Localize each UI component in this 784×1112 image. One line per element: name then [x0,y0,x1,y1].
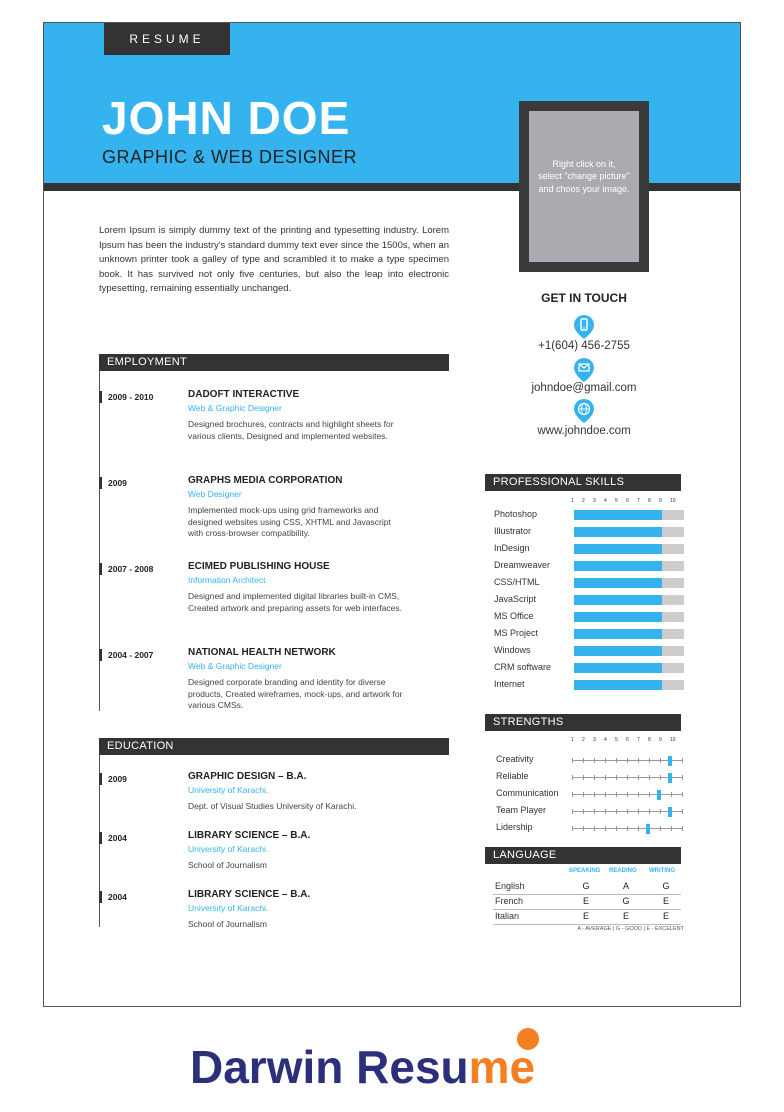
entry-subtitle: Web & Graphic Designer [188,403,282,413]
entry-date: 2009 [108,774,127,784]
timeline-marker [99,832,102,844]
skill-label: Internet [494,679,525,689]
strengths-scale-number: 1 [571,737,574,743]
strength-tick [649,809,650,814]
strength-tick [616,792,617,797]
timeline-marker [99,563,102,575]
skill-label: Dreamweaver [494,560,551,570]
entry-title: DADOFT INTERACTIVE [188,389,300,400]
strength-tick [649,792,650,797]
skill-label: JavaScript [494,594,537,604]
strength-tick [627,758,628,763]
skills-scale-number: 9 [659,498,662,504]
language-level: E [662,896,669,906]
entry-title: GRAPHIC DESIGN – B.A. [188,771,307,782]
language-level: E [622,911,629,921]
strength-label: Team Player [496,805,547,815]
strength-tick [682,775,683,780]
strength-tick [682,809,683,814]
strengths-scale-number: 6 [626,737,629,743]
strength-tick [572,826,573,831]
entry-date: 2004 [108,892,127,902]
strength-tick [605,775,606,780]
photo-frame [519,101,649,272]
strength-tick [605,809,606,814]
resume-tag: RESUME [104,23,230,55]
strength-tick [616,758,617,763]
strengths-scale-number: 5 [615,737,618,743]
strength-tick [627,792,628,797]
strengths-scale-number: 9 [659,737,662,743]
skill-bar-fill [574,510,662,520]
strength-tick [682,758,683,763]
skill-label: Illustrator [494,526,532,536]
strength-tick [572,775,573,780]
strength-tick [627,826,628,831]
strengths-scale-number: 7 [637,737,640,743]
entry-body [188,771,403,813]
skills-scale-number: 2 [582,498,585,504]
entry-title: LIBRARY SCIENCE – B.A. [188,889,311,900]
strength-tick [616,809,617,814]
skills-scale-number: 4 [604,498,607,504]
education-heading: EDUCATION [99,738,449,755]
entry-date: 2004 - 2007 [108,650,154,660]
brand-logo [190,1040,535,1094]
entry-description: Dept. of Visual Studies University of Karachi. [188,801,357,811]
skill-bar [574,544,684,554]
skill-bar-fill [574,663,662,673]
strengths-scale-number: 3 [593,737,596,743]
strength-tick [638,809,639,814]
strength-tick [572,809,573,814]
skills-scale-number: 8 [648,498,651,504]
strength-tick [660,809,661,814]
skill-bar-fill [574,544,662,554]
strength-tick [583,826,584,831]
resume-page [43,22,741,1007]
entry-subtitle: University of Karachi. [188,903,269,913]
skills-heading: PROFESSIONAL SKILLS [485,474,681,491]
strength-tick [605,826,606,831]
entry-title: GRAPHS MEDIA CORPORATION [188,475,343,486]
strength-tick [616,775,617,780]
strengths-scale-number: 4 [604,737,607,743]
skill-bar-fill [574,595,662,605]
skill-bar-fill [574,612,662,622]
skill-label: MS Project [494,628,539,638]
strength-tick [671,826,672,831]
phone-icon [574,315,594,339]
skill-bar-fill [574,680,662,690]
strength-tick [583,809,584,814]
skills-scale-number: 3 [593,498,596,504]
timeline-marker [99,773,102,785]
strength-label: Communication [496,788,559,798]
strength-level [657,790,661,800]
strength-level [668,773,672,783]
language-name: English [495,881,525,891]
skill-bar [574,595,684,605]
brand-main: Darwin Resu [190,1041,469,1093]
skill-bar [574,510,684,520]
skill-label: CSS/HTML [494,577,540,587]
language-level: G [662,881,670,891]
strength-tick [605,792,606,797]
strength-tick [660,826,661,831]
strength-label: Lidership [496,822,533,832]
strength-tick [671,792,672,797]
skill-bar [574,578,684,588]
entry-title: ECIMED PUBLISHING HOUSE [188,561,330,572]
language-heading: LANGUAGE [485,847,681,864]
skill-label: Windows [494,645,531,655]
entry-description: Designed and implemented digital libraries built-in CMS, Created artwork and preparing assets for web interfaces. [188,591,403,613]
entry-subtitle: Web Designer [188,489,242,499]
language-column-header: READING [609,868,637,874]
entry-description: Designed corporate branding and identity for diverse products, Created wireframes, mock-ups, and artwork for various CMSs. [188,677,403,710]
language-column-header: WRITING [649,868,675,874]
strength-tick [649,775,650,780]
timeline-marker [99,477,102,489]
entry-subtitle: University of Karachi. [188,844,269,854]
strength-tick [638,758,639,763]
strengths-scale-number: 10 [670,737,676,743]
skill-bar-fill [574,578,662,588]
strength-tick [660,758,661,763]
skill-bar [574,629,684,639]
strength-tick [616,826,617,831]
strength-tick [638,775,639,780]
entry-date: 2007 - 2008 [108,564,154,574]
strength-tick [605,758,606,763]
skill-bar-fill [574,527,662,537]
skill-bar-fill [574,629,662,639]
entry-description: School of Journalism [188,919,267,929]
skill-bar [574,527,684,537]
contact-website[interactable]: www.johndoe.com [537,425,631,437]
language-row-divider [493,894,681,895]
entry-subtitle: Information Architect [188,575,266,585]
entry-date: 2004 [108,833,127,843]
strength-tick [638,826,639,831]
language-column-header: SPEAKING [569,868,601,874]
skill-bar [574,612,684,622]
strengths-heading: STRENGTHS [485,714,681,731]
skill-label: InDesign [494,543,530,553]
strength-tick [594,792,595,797]
strength-tick [572,792,573,797]
skills-scale-number: 7 [637,498,640,504]
skill-label: CRM software [494,662,552,672]
strengths-scale-number: 2 [582,737,585,743]
entry-body [188,830,403,872]
skill-bar-fill [574,561,662,571]
strength-level [668,807,672,817]
strength-tick [682,792,683,797]
skill-label: MS Office [494,611,534,621]
strength-tick [594,809,595,814]
brand-accent: me [468,1041,536,1093]
language-level: E [582,911,589,921]
timeline-marker [99,649,102,661]
entry-subtitle: University of Karachi. [188,785,269,795]
language-level: G [622,896,630,906]
skills-scale-number: 5 [615,498,618,504]
contact-email[interactable]: johndoe@gmail.com [531,382,637,394]
timeline-marker [99,391,102,403]
entry-description: School of Journalism [188,860,267,870]
strength-tick [583,758,584,763]
entry-description: Designed brochures, contracts and highlight sheets for various clients, Designed and implemented websites. [188,419,394,441]
strength-tick [627,775,628,780]
candidate-name: JOHN DOE [102,92,351,144]
strength-level [668,756,672,766]
strength-level [646,824,650,834]
strength-label: Creativity [496,754,534,764]
contact-heading: GET IN TOUCH [541,291,627,305]
globe-icon [574,399,594,423]
language-name: French [495,896,524,906]
strength-tick [594,758,595,763]
entry-body [188,475,403,540]
strength-tick [583,792,584,797]
strengths-scale-number: 8 [648,737,651,743]
strength-tick [572,758,573,763]
skill-bar [574,561,684,571]
strength-tick [594,775,595,780]
entry-body [188,889,403,931]
language-legend: A - AVERAGE | G - GOOD | E - EXCELENT [577,926,684,932]
entry-body [188,561,403,614]
entry-subtitle: Web & Graphic Designer [188,661,282,671]
strength-tick [638,792,639,797]
photo-placeholder[interactable]: Right click on it, select "change picture" and choos your image. [529,111,639,262]
strength-tick [649,758,650,763]
strength-tick [682,826,683,831]
contact-phone[interactable]: +1(604) 456-2755 [538,340,630,352]
language-name: Italian [495,911,520,921]
language-level: G [582,881,590,891]
entry-title: NATIONAL HEALTH NETWORK [188,647,336,658]
entry-date: 2009 - 2010 [108,392,154,402]
skill-bar [574,663,684,673]
skill-bar [574,680,684,690]
candidate-role: GRAPHIC & WEB DESIGNER [102,147,358,167]
skills-scale-number: 6 [626,498,629,504]
email-icon [574,358,594,382]
language-row-divider [493,924,681,925]
entry-description: Implemented mock-ups using grid frameworks and designed websites using CSS, XHTML and Javascript with cross-browser compatibility. [188,505,391,538]
strength-tick [660,775,661,780]
strength-tick [583,775,584,780]
entry-body [188,389,403,442]
skill-label: Photoshop [494,509,538,519]
intro-paragraph: Lorem Ipsum is simply dummy text of the printing and typesetting industry. Lorem Ipsum has been the industry's standard dummy text ever since the 1500s, when an unknown printer took a galley of type and scrambled it to make a type specimen book. It has survived not only five centuries, but also the leap into electronic typesetting, remaining essentially unchanged. [99,225,449,295]
entry-date: 2009 [108,478,127,488]
strength-tick [627,809,628,814]
skill-bar [574,646,684,656]
skills-scale-number: 10 [670,498,676,504]
language-level: A [622,881,629,891]
skills-scale-number: 1 [571,498,574,504]
language-level: E [662,911,669,921]
strength-tick [594,826,595,831]
language-row-divider [493,909,681,910]
strength-label: Reliable [496,771,529,781]
employment-heading: EMPLOYMENT [99,354,449,371]
skill-bar-fill [574,646,662,656]
entry-title: LIBRARY SCIENCE – B.A. [188,830,311,841]
entry-body [188,647,403,712]
language-level: E [582,896,589,906]
timeline-marker [99,891,102,903]
